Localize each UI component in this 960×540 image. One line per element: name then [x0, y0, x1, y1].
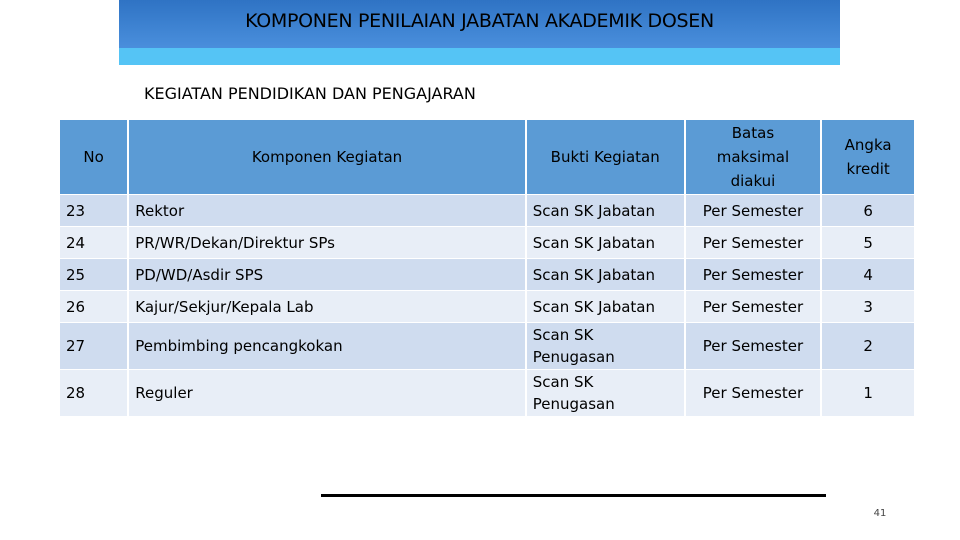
table-row — [60, 323, 914, 369]
header-batas-line2: maksimal — [716, 148, 790, 166]
header-no: No — [60, 120, 127, 194]
slide-title: KOMPONEN PENILAIAN JABATAN AKADEMIK DOSEN — [245, 10, 714, 32]
cell-komponen: PR/WR/Dekan/Direktur SPs — [129, 227, 524, 258]
table-row — [60, 370, 914, 416]
cell-no: 24 — [60, 227, 127, 258]
page-number: 41 — [873, 508, 887, 519]
cell-kredit: 1 — [822, 370, 914, 416]
cell-bukti: Scan SK Jabatan — [527, 291, 684, 322]
table-row — [60, 259, 914, 290]
table-row — [60, 291, 914, 322]
cell-komponen: PD/WD/Asdir SPS — [129, 259, 524, 290]
cell-bukti-line2: Penugasan — [532, 395, 615, 413]
header-batas — [686, 120, 821, 194]
section-title: KEGIATAN PENDIDIKAN DAN PENGAJARAN — [144, 84, 476, 103]
table-row — [60, 227, 914, 258]
cell-kredit: 3 — [822, 291, 914, 322]
cell-bukti: Scan SK Jabatan — [527, 259, 684, 290]
cell-kredit: 5 — [822, 227, 914, 258]
header-komponen: Komponen Kegiatan — [129, 120, 524, 194]
cell-batas: Per Semester — [686, 370, 821, 416]
cell-no: 23 — [60, 195, 127, 226]
header-bukti: Bukti Kegiatan — [527, 120, 684, 194]
footer-divider — [321, 494, 826, 497]
table-header-row — [60, 120, 914, 194]
table-row — [60, 195, 914, 226]
cell-komponen: Reguler — [129, 370, 524, 416]
cell-no: 28 — [60, 370, 127, 416]
banner-accent-strip — [119, 48, 840, 65]
cell-bukti: Scan SK Jabatan — [527, 195, 684, 226]
cell-no: 27 — [60, 323, 127, 369]
cell-batas: Per Semester — [686, 259, 821, 290]
cell-batas: Per Semester — [686, 291, 821, 322]
cell-komponen: Rektor — [129, 195, 524, 226]
cell-batas: Per Semester — [686, 227, 821, 258]
cell-batas: Per Semester — [686, 323, 821, 369]
cell-komponen: Pembimbing pencangkokan — [129, 323, 524, 369]
kegiatan-table — [58, 119, 916, 417]
header-kredit-line2: kredit — [846, 160, 890, 178]
cell-bukti-line1: Scan SK — [532, 373, 594, 391]
header-kredit-line1: Angka — [844, 136, 892, 154]
cell-bukti-line1: Scan SK — [532, 326, 594, 344]
cell-bukti-line2: Penugasan — [532, 348, 615, 366]
cell-kredit: 2 — [822, 323, 914, 369]
header-kredit — [822, 120, 914, 194]
cell-bukti — [527, 323, 684, 369]
title-banner — [119, 0, 840, 48]
cell-kredit: 6 — [822, 195, 914, 226]
cell-no: 26 — [60, 291, 127, 322]
cell-kredit: 4 — [822, 259, 914, 290]
cell-batas: Per Semester — [686, 195, 821, 226]
cell-bukti: Scan SK Jabatan — [527, 227, 684, 258]
header-batas-line3: diakui — [730, 172, 776, 190]
cell-bukti — [527, 370, 684, 416]
header-batas-line1: Batas — [731, 124, 775, 142]
cell-no: 25 — [60, 259, 127, 290]
cell-komponen: Kajur/Sekjur/Kepala Lab — [129, 291, 524, 322]
